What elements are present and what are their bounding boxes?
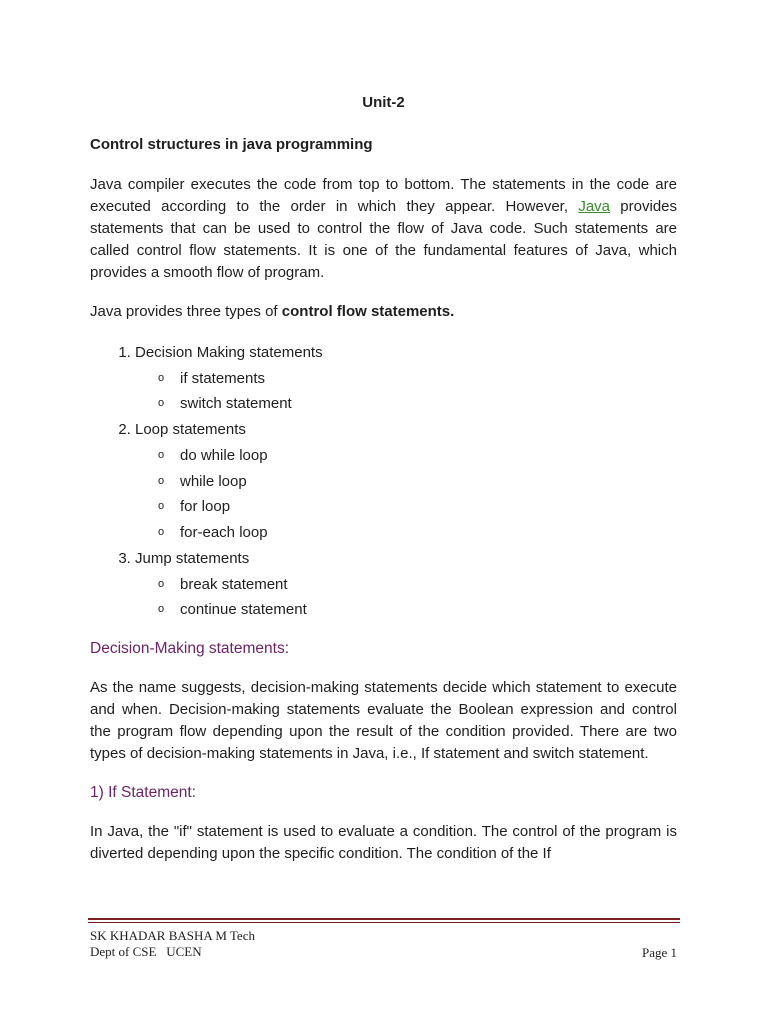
types-intro-bold: control flow statements. [281,303,455,320]
list-item-label: Jump statements [135,549,250,567]
circle-bullet-icon: o [158,500,165,513]
types-intro-prefix: Java provides three types of [90,303,282,320]
footer-divider-thin [88,922,680,923]
sub-list-item: o for-each loop [180,520,677,546]
list-item-label: Loop statements [135,421,246,439]
sub-list-item: o switch statement [180,391,677,417]
page-number: Page 1 [641,945,677,960]
sub-list-item: o if statements [180,366,677,392]
decision-making-paragraph: As the name suggests, decision-making statements decide which statement to execute and when. Decision-making statements evaluate the Boolean expression and control the program flow depending upon the result of the condition provided. There are two types of decision-making statements in Java, i.e., If statement and switch statement. [90,679,677,763]
types-intro-line [90,301,677,323]
intro-paragraph [90,174,677,284]
circle-bullet-icon: o [158,448,165,461]
circle-bullet-icon: o [158,397,165,410]
list-item-jump [135,546,677,623]
sub-list [135,572,677,624]
list-item-label: Decision Making statements [135,344,323,361]
circle-bullet-icon: o [158,577,165,590]
main-heading: Control structures in java programming [90,136,373,153]
intro-text-start: Java compiler executes the code from top to bottom. The statements in the code are executed according to the order in which they appear. However, [90,176,677,215]
decision-making-heading: Decision-Making statements: [90,640,289,658]
sub-list-item: o for loop [180,494,677,520]
sub-list [135,443,677,546]
sub-list-item: o break statement [180,572,677,598]
circle-bullet-icon: o [158,474,165,487]
footer-dept: Dept of CSE UCEN [90,944,202,959]
footer-author-block [90,928,255,960]
sub-list [135,366,677,418]
list-item-loop [135,417,677,546]
if-statement-heading: 1) If Statement: [90,784,196,802]
if-statement-paragraph: In Java, the "if" statement is used to evaluate a condition. The control of the program is diverted depending upon the specific condition. The condition of the If [90,823,677,863]
control-flow-types-list [90,340,677,623]
unit-title: Unit-2 [362,94,405,111]
sub-list-item: o do while loop [180,443,677,469]
circle-bullet-icon: o [158,603,165,616]
circle-bullet-icon: o [158,371,165,384]
list-item-decision [135,340,677,417]
footer-divider [88,918,680,920]
sub-list-item: o while loop [180,469,677,495]
footer-author: SK KHADAR BASHA M Tech [90,928,255,943]
page-content [90,92,677,882]
intro-text-end: provides statements that can be used to control the flow of Java code. Such statements are called control flow statements. It is one of the fundamental features of Java, which provides a smooth flow of program. [90,198,678,281]
java-link[interactable]: Java [578,198,610,215]
circle-bullet-icon: o [158,526,165,539]
sub-list-item: o continue statement [180,597,677,623]
